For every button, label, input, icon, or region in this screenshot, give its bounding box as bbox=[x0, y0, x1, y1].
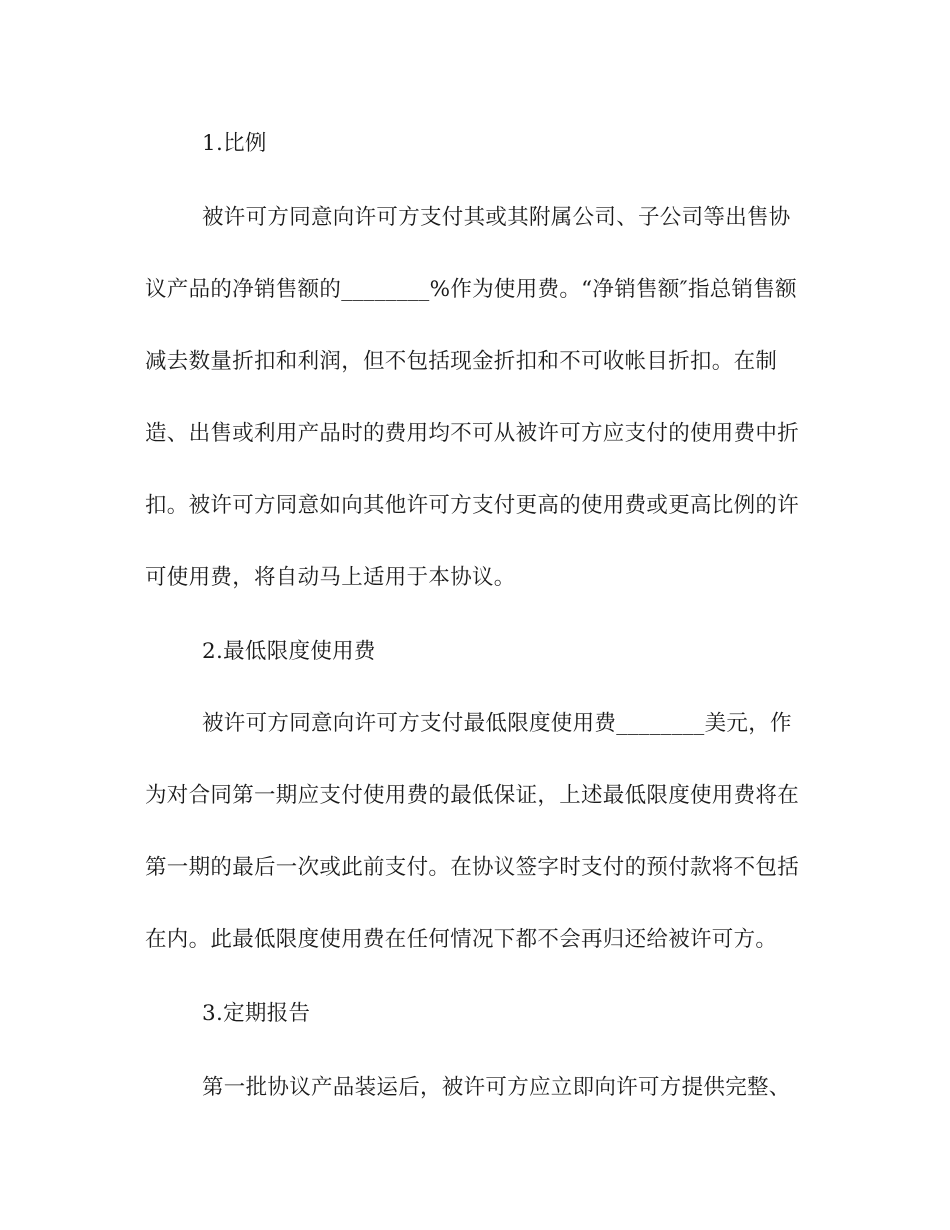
section-heading-ratio: 1.比例 bbox=[202, 131, 267, 156]
section-heading-periodic-report: 3.定期报告 bbox=[202, 1001, 311, 1026]
paragraph-line: 被许可方同意向许可方支付最低限度使用费________美元，作 bbox=[202, 711, 792, 736]
paragraph-line: 议产品的净销售额的________%作为使用费。“净销售额″指总销售额 bbox=[145, 277, 797, 302]
paragraph-line: 被许可方同意向许可方支付其或其附属公司、子公司等出售协 bbox=[202, 205, 791, 230]
paragraph-line: 扣。被许可方同意如向其他许可方支付更高的使用费或更高比例的许 bbox=[145, 493, 800, 518]
paragraph-line: 第一期的最后一次或此前支付。在协议签字时支付的预付款将不包括 bbox=[145, 855, 800, 880]
paragraph-line: 在内。此最低限度使用费在任何情况下都不会再归还给被许可方。 bbox=[145, 927, 778, 952]
paragraph-line: 第一批协议产品装运后，被许可方应立即向许可方提供完整、 bbox=[202, 1075, 791, 1100]
section-heading-minimum-royalty: 2.最低限度使用费 bbox=[202, 639, 376, 664]
paragraph-line: 为对合同第一期应支付使用费的最低保证，上述最低限度使用费将在 bbox=[145, 783, 800, 808]
paragraph-line: 造、出售或利用产品时的费用均不可从被许可方应支付的使用费中折 bbox=[145, 421, 800, 446]
paragraph-line: 减去数量折扣和利润，但不包括现金折扣和不可收帐目折扣。在制 bbox=[145, 349, 778, 374]
paragraph-line: 可使用费，将自动马上适用于本协议。 bbox=[145, 565, 516, 590]
